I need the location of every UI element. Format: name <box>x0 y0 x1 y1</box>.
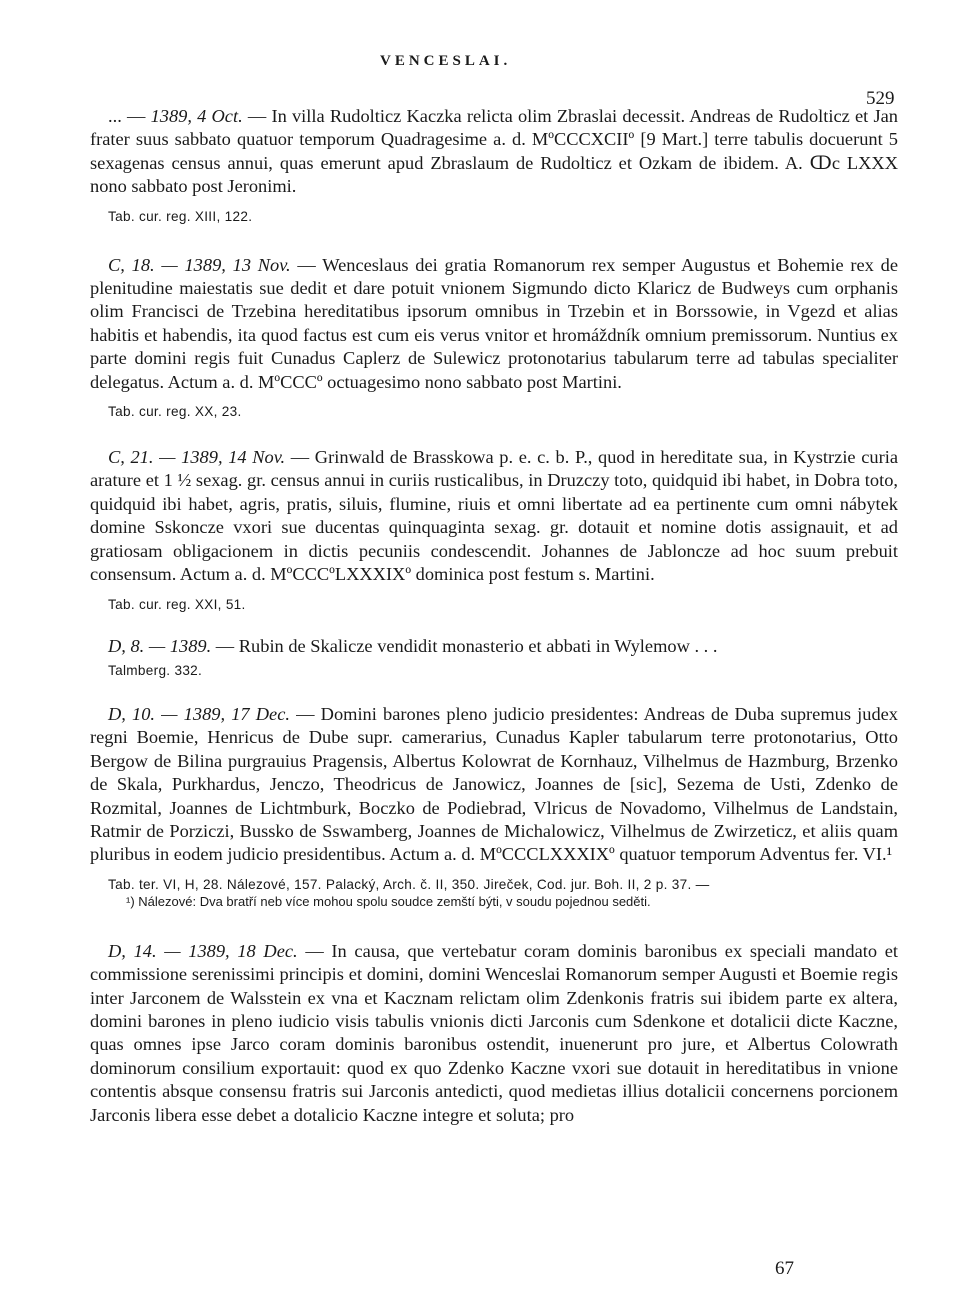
entry-body: — Grinwald de Brasskowa p. e. c. b. P., quod in hereditate sua, in Kystrzie curia arature et 1 ½ sexag. gr. census annui in curiis rusticalibus, in Druzczy toto, quidquid ibi habet, in Dobra toto, quidquid ibi habet, agris, pratis, siluis, flumine, riuis et omni libertate ad ea pertinente cum omni nábytek domine Sskoncze vxori sue ducentas quinquaginta sexag. gr. dotauit et nomine dotis assignauit, et ad gratiosam obligacionem in dictis pecuniis condescendit. Johannes de Jabloncze ad hoc suum prebuit consensum. Actum a. d. MºCCCºLXXXIXº dominica post festum s. Martini. <box>90 447 899 585</box>
entry-3 <box>90 446 898 612</box>
entry-source: Tab. cur. reg. XX, 23. <box>108 404 242 420</box>
entry-6 <box>90 940 898 1127</box>
entry-source: Tab. cur. reg. XXI, 51. <box>108 596 246 612</box>
entry-body: — Domini barones pleno judicio presidentes: Andreas de Duba supremus judex regni Boemie, Henricus de Dube supr. camerarius, Cunadus Kapler tabularum terre protonotarius, Otto Bergow de Bilina purgrauius Pragensis, Albertus Kolowrat de Kornhauz, Vilhelmus de Hazmburg, Brzenko de Skala, Purkhardus, Jenczo, Theodricus de Janowicz, Joannes de [sic], Sezema de Usti, Zdenko de Rozmital, Joannes de Lichtmburk, Boczko de Podiebrad, Vlricus de Novadomo, Vilhelmus de Landstain, Ratmir de Porziczi, Bussko de Sswamberg, Joannes de Michalowicz, Vilhelmus de Zwirzeticz, et aliis quam pluribus in eodem judicio presidentibus. Actum a. d. MºCCCLXXXIXº quatuor temporum Adventus fer. VI.¹ <box>90 703 899 865</box>
footnote: ¹) Nálezové: Dva bratří neb více mohou spolu soudce zemští býti, v soudu pojednou seděti. <box>126 893 651 909</box>
entry-text <box>90 703 898 867</box>
entry-text <box>90 635 898 658</box>
entry-text <box>90 940 898 1127</box>
entry-date: C, 21. — 1389, 14 Nov. <box>108 447 286 468</box>
entry-text <box>90 105 898 199</box>
entry-body: — In villa Rudolticz Kaczka relicta olim Zbraslai decessit. Andreas de Rudolticz et Jan frater suus sabbato quatuor temporum Quadragesime a. d. MºCCCXCIIº [9 Mart.] terre tabulis docuerunt 5 sexagenas census annui, quas emerunt apud Zbraslaum de Rudolticz et Ozkam de ibidem. A. ↀc LXXX nono sabbato post Jeronimi. <box>90 106 898 197</box>
entry-2 <box>90 254 898 420</box>
page-number: 529 <box>866 88 895 109</box>
entry-date: 1389, 4 Oct. <box>150 106 243 126</box>
entry-source: Tab. ter. VI, H, 28. Nálezové, 157. Palacký, Arch. č. II, 350. Jireček, Cod. jur. Boh. II, 2 p. 37. — <box>108 876 710 892</box>
entry-4 <box>90 635 898 679</box>
entry-body: — Rubin de Skalicze vendidit monasterio et abbati in Wylemow . . . <box>211 635 718 656</box>
entry-body: — Wenceslaus dei gratia Romanorum rex semper Augustus et Bohemie rex de plenitudine maiestatis sue dedit et dare potuit vnionem Sigmundo dicto Klaricz de Budweys cum orphanis olim Francisci de Trzebina hereditatibus ipsorum omnibus in Trzebin et in Borssowie, in Vgezd et alias habitis et habendis, ita quod factus est cum eis verus vnitor et hromáždník omnium premissorum. Nuntius ex parte domini regis fuit Cunadus Caplerz de Sulewicz protonotarius tabularum terre ad tabulas specialiter delegatus. Actum a. d. MºCCCº octuagesimo nono sabbato post Martini. <box>90 254 898 392</box>
signature-number: 67 <box>775 1258 794 1279</box>
entry-1 <box>90 105 898 225</box>
entry-text <box>90 254 898 394</box>
entry-text <box>90 446 898 586</box>
running-head: VENCESLAI. <box>380 53 512 69</box>
entry-body: — In causa, que vertebatur coram dominis baronibus ex speciali mandato et commissione serenissimi principis et domini, domini Wenceslai Romanorum semper Augusti et Boemie regis inter Jarconem de Walsstein ex vna et Kacznam relictam olim Zdenkonis fratris sui ibidem parte ex altera, domini barones in pleno iudicio visis tabulis vnionis dicti Jarconis cum Sdenkone et dotalicii dicte Kaczne, quas omnes ipse Jarco coram dominis baronibus ostendit, inuenerunt pro jure, et Albertus Colowrath dominorum consilium exportauit: quod ex quo Zdenko Kaczne vxori sue dotauit in hereditatibus in vnione contentis absque consensu fratris sui Jarconis antedicti, quod medietas illius dotalicii concernens porcionem Jarconis libera esse debet a dotalicio Kaczne integre et soluta; pro <box>90 940 898 1125</box>
document-body <box>90 105 898 1127</box>
entry-source: Talmberg. 332. <box>108 662 203 678</box>
entry-date: D, 8. — 1389. <box>108 635 212 656</box>
entry-date: D, 10. — 1389, 17 Dec. <box>108 703 290 724</box>
entry-lead: ... — <box>108 106 151 126</box>
entry-5 <box>90 703 898 910</box>
entry-source: Tab. cur. reg. XIII, 122. <box>108 208 253 224</box>
entry-date: D, 14. — 1389, 18 Dec. <box>108 940 298 961</box>
entry-date: C, 18. — 1389, 13 Nov. <box>108 254 291 275</box>
